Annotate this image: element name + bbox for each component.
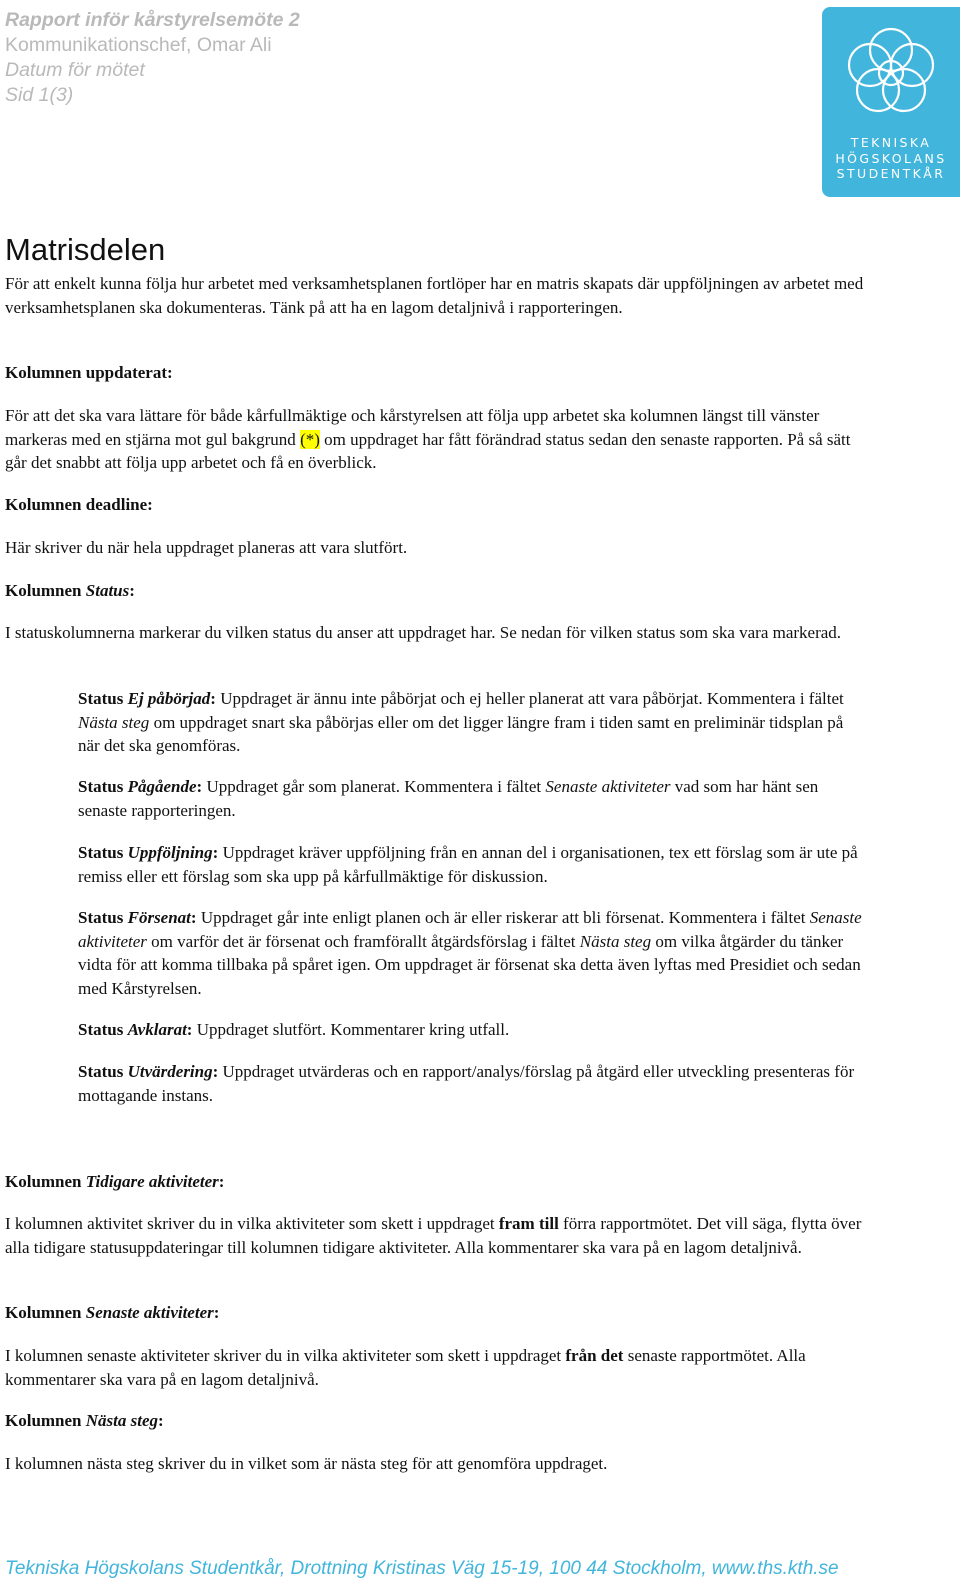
logo-text: [822, 135, 960, 182]
heading-senaste-aktiviteter: Kolumnen Senaste aktiviteter:: [5, 1303, 220, 1322]
footer-address: Tekniska Högskolans Studentkår, Drottning Kristinas Väg 15-19, 100 44 Stockholm, www.ths.kth.se: [5, 1558, 839, 1579]
section-title: Matrisdelen: [5, 232, 166, 267]
paragraph-uppdaterat: För att det ska vara lättare för både kårfullmäktige och kårstyrelsen att följa upp arbetet ska kolumnen längst till vänster markeras med en stjärna mot gul bakgrund (*) om uppdraget har fått förändrad status sedan den senaste rapporten. På så sätt går det snabbt att följa upp arbetet och få en överblick.: [5, 406, 851, 472]
page-number: Sid 1(3): [5, 84, 74, 106]
paragraph-senaste-aktiviteter: I kolumnen senaste aktiviteter skriver du in vilka aktiviteter som skett i uppdraget från det senaste rapportmötet. Alla kommentarer ska vara på en lagom detaljnivå.: [5, 1346, 806, 1389]
heading-uppdaterat: Kolumnen uppdaterat:: [5, 363, 173, 382]
paragraph-status: I statuskolumnerna markerar du vilken status du anser att uppdraget har. Se nedan för vilken status som ska vara markerad.: [5, 623, 842, 642]
paragraph-nasta-steg: I kolumnen nästa steg skriver du in vilket som är nästa steg för att genomföra uppdraget.: [5, 1454, 608, 1473]
status-item-ej-paborjad: Status Ej påbörjad: Uppdraget är ännu inte påbörjat och ej heller planerat att vara påbörjat. Kommentera i fältet Nästa steg om uppdraget snart ska påbörjas eller om det ligger längre fram i tiden samt en preliminär tidsplan på när det ska genomföras.: [78, 689, 844, 755]
document-header: [5, 8, 300, 108]
logo-line-2: HÖGSKOLANS: [835, 150, 947, 166]
logo-line-3: STUDENTKÅR: [836, 166, 946, 181]
intro-paragraph: För att enkelt kunna följa hur arbetet med verksamhetsplanen fortlöper har en matris skapats där uppföljningen av arbetet med verksamhetsplanen ska dokumenteras. Tänk på att ha en lagom detaljnivå i rapporteringen.: [5, 274, 864, 317]
meeting-date: Datum för mötet: [5, 59, 145, 81]
heading-status: Kolumnen Status:: [5, 581, 135, 600]
author-line: Kommunikationschef, Omar Ali: [5, 34, 272, 56]
paragraph-deadline: Här skriver du när hela uppdraget planeras att vara slutfört.: [5, 538, 408, 557]
ths-logo: [822, 7, 960, 197]
status-item-avklarat: Status Avklarat: Uppdraget slutfört. Kommentarer kring utfall.: [78, 1020, 510, 1039]
ring-emblem-icon: [832, 21, 950, 131]
heading-deadline: Kolumnen deadline:: [5, 495, 153, 514]
report-title: Rapport inför kårstyrelsemöte 2: [5, 9, 300, 31]
heading-tidigare-aktiviteter: Kolumnen Tidigare aktiviteter:: [5, 1172, 225, 1191]
paragraph-tidigare-aktiviteter: I kolumnen aktivitet skriver du in vilka aktiviteter som skett i uppdraget fram till förra rapportmötet. Det vill säga, flytta över alla tidigare statusuppdateringar till kolumnen tidigare aktiviteter. Alla kommentarer ska vara på en lagom detaljnivå.: [5, 1214, 862, 1257]
status-item-uppfoljning: Status Uppföljning: Uppdraget kräver uppföljning från en annan del i organisationen, tex ett förslag som är ute på remiss eller ett förslag som ska upp på kårfullmäktige för diskussion.: [78, 843, 858, 886]
status-item-utvardering: Status Utvärdering: Uppdraget utvärderas och en rapport/analys/förslag på åtgärd eller utveckling presenteras för mottagande instans.: [78, 1062, 855, 1105]
star-highlight: (*): [300, 429, 320, 449]
status-item-pagaende: Status Pågående: Uppdraget går som planerat. Kommentera i fältet Senaste aktiviteter vad som har hänt sen senaste rapporteringen.: [78, 777, 819, 820]
status-item-forsenat: Status Försenat: Uppdraget går inte enligt planen och är eller riskerar att bli försenat. Kommentera i fältet Senaste aktiviteter om varför det är försenat och framförallt åtgärdsförslag i fältet Nästa steg om vilka åtgärder du tänker vidta för att komma tillbaka på spåret igen. Om uppdraget är försenat ska detta även lyftas med Presidiet och sedan med Kårstyrelsen.: [78, 908, 862, 998]
heading-nasta-steg: Kolumnen Nästa steg:: [5, 1411, 164, 1430]
logo-line-1: TEKNISKA: [850, 135, 932, 150]
